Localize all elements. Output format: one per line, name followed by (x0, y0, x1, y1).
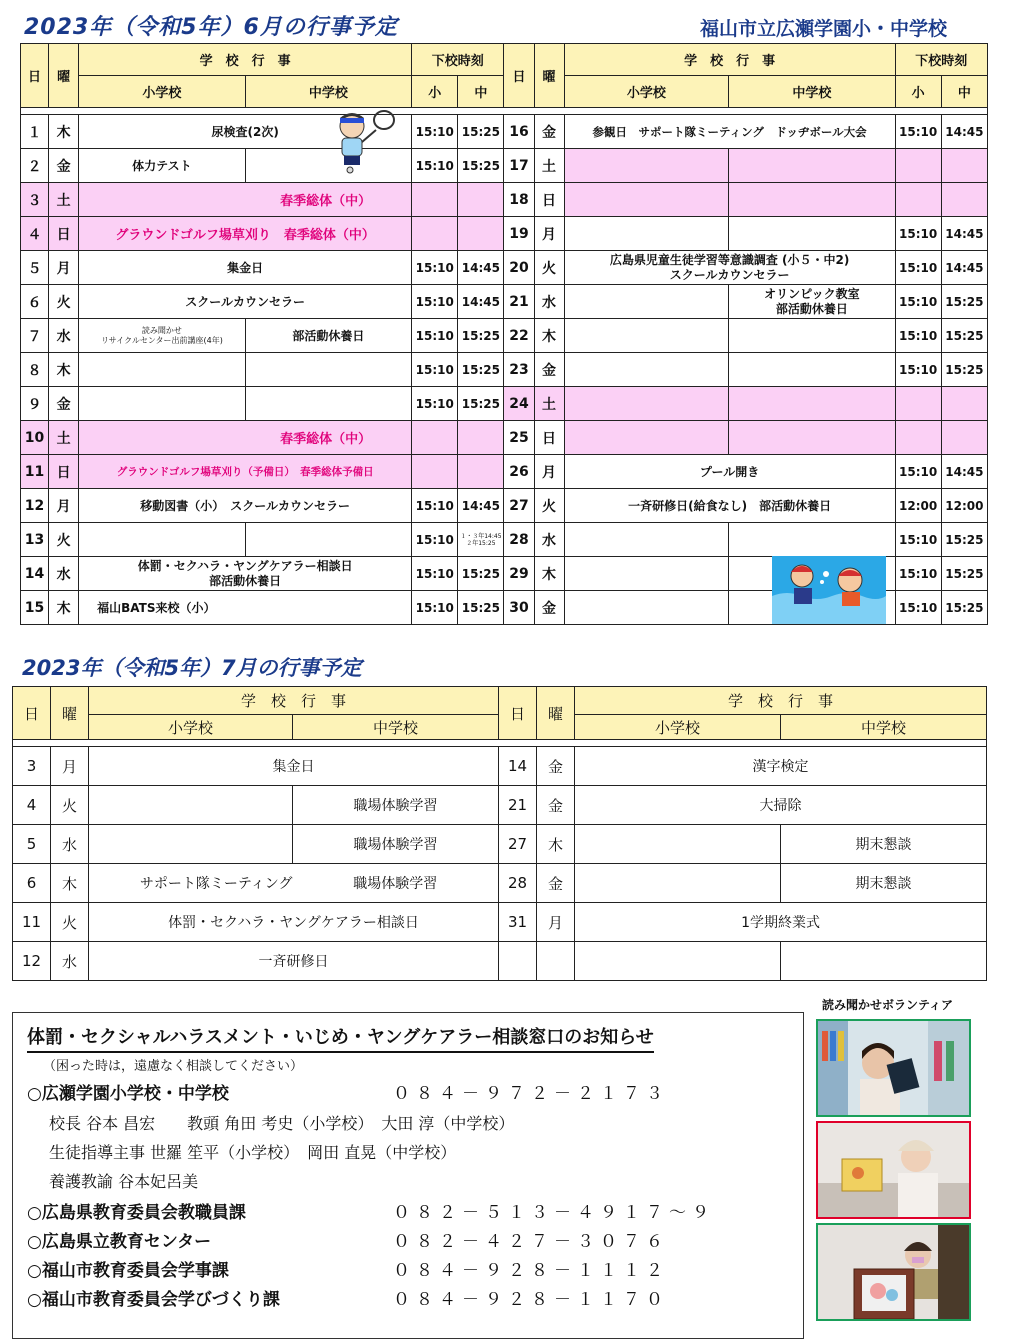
time-sho: 15:10 (412, 387, 458, 421)
time-sho (412, 217, 458, 251)
time-sho: 15:10 (412, 591, 458, 625)
time-sho: 12:00 (895, 489, 941, 523)
weekday-cell: 水 (49, 319, 79, 353)
header-day: 日 (13, 687, 51, 740)
time-chu (941, 387, 987, 421)
weekday-cell: 木 (49, 115, 79, 149)
time-chu (941, 421, 987, 455)
weekday-cell: 水 (534, 285, 564, 319)
event-line: 読み聞かせ (141, 325, 182, 335)
table-row (21, 115, 988, 149)
event-cell-junior-high: 部活動休養日 (245, 319, 412, 353)
event-cell-junior-high (729, 285, 896, 319)
event-cell: 1学期終業式 (575, 903, 987, 942)
photo-reading-book (818, 1021, 969, 1115)
event-cell-junior-high (729, 149, 896, 183)
day-cell: 25 (504, 421, 534, 455)
header-junior-high: 中学校 (781, 715, 987, 740)
time-sho (895, 421, 941, 455)
weekday-cell: 木 (51, 864, 89, 903)
photo-showing-picture-book (818, 1123, 969, 1217)
weekday-cell: 金 (537, 786, 575, 825)
weekday-cell: 木 (537, 825, 575, 864)
header-chu: 中 (941, 76, 987, 108)
day-cell: 6 (13, 864, 51, 903)
weekday-cell: 金 (537, 747, 575, 786)
event-cell (79, 557, 412, 591)
day-cell: ９ (21, 387, 49, 421)
weekday-cell: 火 (534, 251, 564, 285)
time-sho: 15:10 (895, 319, 941, 353)
day-cell: 26 (504, 455, 534, 489)
weekday-cell: 水 (51, 942, 89, 981)
event-cell-elementary (564, 285, 728, 319)
event-cell: グラウンドゴルフ場草刈り 春季総体（中） (79, 217, 412, 251)
table-row (21, 387, 988, 421)
header-events: 学 校 行 事 (79, 44, 412, 76)
header-weekday: 曜 (49, 44, 79, 108)
day-cell: 18 (504, 183, 534, 217)
event-cell-junior-high (729, 387, 896, 421)
event-cell-elementary (564, 523, 728, 557)
header-weekday: 曜 (51, 687, 89, 740)
swimming-illustration (772, 556, 886, 624)
table-row (21, 319, 988, 353)
volunteer-label: 読み聞かせボランティア (822, 998, 954, 1012)
time-chu (458, 183, 504, 217)
event-cell-junior-high: 職場体験学習 (293, 786, 499, 825)
day-cell: 20 (504, 251, 534, 285)
day-cell: ８ (21, 353, 49, 387)
contact-fukuyama-gakuji: ○福山市教育委員会学事課 (27, 1261, 229, 1281)
table-row (21, 455, 988, 489)
event-cell-elementary (564, 421, 728, 455)
table-row (21, 285, 988, 319)
header-junior-high: 中学校 (293, 715, 499, 740)
time-line: ２年15:25 (466, 539, 496, 547)
time-line: １・３年14:45 (460, 532, 502, 540)
event-cell: 一斉研修日 (89, 942, 499, 981)
time-sho: 15:10 (895, 251, 941, 285)
time-chu: 15:25 (458, 591, 504, 625)
weekday-cell: 土 (534, 387, 564, 421)
weekday-cell: 金 (534, 591, 564, 625)
table-row (13, 747, 987, 786)
day-cell: １ (21, 115, 49, 149)
time-chu: 14:45 (941, 455, 987, 489)
contact-hiroshima-edu-center: ○広島県立教育センター (27, 1232, 212, 1252)
event-cell-elementary (575, 864, 781, 903)
time-chu: 15:25 (941, 557, 987, 591)
weekday-cell: 木 (49, 591, 79, 625)
volunteer-photo-3 (816, 1223, 971, 1321)
event-cell-elementary (575, 942, 781, 981)
day-cell: 21 (499, 786, 537, 825)
weekday-cell: 月 (537, 903, 575, 942)
day-cell: ３ (21, 183, 49, 217)
time-sho: 15:10 (412, 251, 458, 285)
day-cell: ７ (21, 319, 49, 353)
header-elementary: 小学校 (575, 715, 781, 740)
weekday-cell: 水 (49, 557, 79, 591)
event-cell-junior-high (781, 942, 987, 981)
day-cell: 27 (504, 489, 534, 523)
weekday-cell: 日 (49, 455, 79, 489)
day-cell: 29 (504, 557, 534, 591)
time-sho (895, 149, 941, 183)
day-cell (499, 942, 537, 981)
june-schedule-table (20, 43, 988, 625)
day-cell: 28 (499, 864, 537, 903)
time-chu (458, 421, 504, 455)
event-cell: プール開き (564, 455, 895, 489)
weekday-cell: 金 (534, 115, 564, 149)
contact-hiroshima-pref-personnel: ○広島県教育委員会教職員課 (27, 1203, 246, 1223)
time-sho: 15:10 (412, 557, 458, 591)
day-cell: 21 (504, 285, 534, 319)
event-line: 部活動休養日 (209, 573, 282, 588)
day-cell: 30 (504, 591, 534, 625)
event-cell: 福山BATS来校（小） (79, 591, 412, 625)
header-elementary: 小学校 (89, 715, 293, 740)
weekday-cell: 月 (51, 747, 89, 786)
time-sho: 15:10 (412, 319, 458, 353)
consultation-title: 体罰・セクシャルハラスメント・いじめ・ヤングケアラー相談窓口のお知らせ (27, 1023, 654, 1053)
day-cell: 28 (504, 523, 534, 557)
day-cell: 22 (504, 319, 534, 353)
header-events: 学 校 行 事 (564, 44, 895, 76)
header-elementary: 小学校 (564, 76, 728, 108)
header-junior-high: 中学校 (729, 76, 896, 108)
day-cell: 23 (504, 353, 534, 387)
day-cell: 14 (21, 557, 49, 591)
event-cell-elementary (89, 825, 293, 864)
event-cell-elementary (564, 149, 728, 183)
staff-line-1: 校長 谷本 昌宏 教頭 角田 考史（小学校） 大田 淳（中学校） (49, 1114, 515, 1133)
time-sho: 15:10 (412, 523, 458, 557)
header-junior-high: 中学校 (245, 76, 412, 108)
time-chu (458, 455, 504, 489)
table-row (21, 217, 988, 251)
june-title: 2023年（令和5年）6月の行事予定 (24, 15, 398, 40)
time-sho: 15:10 (412, 353, 458, 387)
time-chu (458, 217, 504, 251)
event-cell: 一斉研修日(給食なし) 部活動休養日 (564, 489, 895, 523)
time-sho: 15:10 (895, 353, 941, 387)
staff-line-3: 養護教諭 谷本妃呂美 (49, 1172, 199, 1191)
weekday-cell: 月 (49, 251, 79, 285)
event-cell-elementary (575, 825, 781, 864)
table-row (13, 903, 987, 942)
weekday-cell: 火 (49, 285, 79, 319)
header-chu: 中 (458, 76, 504, 108)
weekday-cell: 土 (49, 183, 79, 217)
event-cell-elementary (564, 183, 728, 217)
table-row (21, 523, 988, 557)
event-cell-elementary (79, 387, 246, 421)
event-cell-elementary (564, 353, 728, 387)
header-day: 日 (504, 44, 534, 108)
event-line: 広島県児童生徒学習等意識調査 (小５・中2) (609, 252, 850, 267)
event-line: オリンピック教室 (764, 286, 860, 301)
contact-fukuyama-manabi: ○福山市教育委員会学びづくり課 (27, 1290, 280, 1310)
time-sho (895, 387, 941, 421)
event-cell-junior-high (729, 523, 896, 557)
header-events: 学 校 行 事 (575, 687, 987, 715)
event-cell-elementary (564, 217, 728, 251)
event-line: 部活動休養日 (775, 301, 848, 316)
time-sho (412, 421, 458, 455)
header-weekday: 曜 (534, 44, 564, 108)
time-chu: 12:00 (941, 489, 987, 523)
weekday-cell: 日 (534, 421, 564, 455)
table-row (13, 786, 987, 825)
event-cell-junior-high (729, 353, 896, 387)
contact-tel: ０８２－５１３－４９１７～９ (393, 1203, 715, 1223)
weekday-cell: 火 (51, 903, 89, 942)
event-cell-junior-high (245, 523, 412, 557)
time-sho (895, 183, 941, 217)
event-cell: 集金日 (89, 747, 499, 786)
contact-tel: ０８４－９２８－１１１２ (393, 1261, 669, 1281)
time-sho: 15:10 (412, 285, 458, 319)
day-cell: ５ (21, 251, 49, 285)
event-cell: 春季総体（中） (79, 421, 412, 455)
weekday-cell: 月 (49, 489, 79, 523)
time-sho: 15:10 (895, 523, 941, 557)
time-chu (941, 183, 987, 217)
day-cell: 10 (21, 421, 49, 455)
event-cell-junior-high (245, 353, 412, 387)
time-chu: 15:25 (941, 523, 987, 557)
event-cell: 尿検査(2次) (79, 115, 412, 149)
header-sho: 小 (895, 76, 941, 108)
weekday-cell: 日 (49, 217, 79, 251)
weekday-cell: 月 (534, 217, 564, 251)
time-sho: 15:10 (895, 115, 941, 149)
time-sho (412, 183, 458, 217)
weekday-cell: 金 (49, 387, 79, 421)
weekday-cell: 金 (537, 864, 575, 903)
time-chu: 14:45 (941, 115, 987, 149)
time-sho: 15:10 (895, 217, 941, 251)
time-chu: 15:25 (458, 353, 504, 387)
event-cell-elementary (564, 591, 728, 625)
weekday-cell: 火 (534, 489, 564, 523)
weekday-cell: 土 (49, 421, 79, 455)
time-sho: 15:10 (895, 455, 941, 489)
day-cell: 24 (504, 387, 534, 421)
tennis-player-illustration (330, 108, 400, 180)
volunteer-photo-1 (816, 1019, 971, 1117)
time-chu: 15:25 (458, 387, 504, 421)
day-cell: 27 (499, 825, 537, 864)
event-line: スクールカウンセラー (669, 267, 790, 282)
event-cell-junior-high: 職場体験学習 (293, 864, 499, 903)
day-cell: 16 (504, 115, 534, 149)
table-row (21, 489, 988, 523)
event-cell: 体罰・セクハラ・ヤングケアラー相談日 (89, 903, 499, 942)
weekday-cell: 土 (534, 149, 564, 183)
time-chu: 15:25 (458, 319, 504, 353)
event-cell-junior-high (729, 319, 896, 353)
contact-tel: ０８４－９２８－１１７０ (393, 1290, 669, 1310)
time-sho: 15:10 (412, 115, 458, 149)
time-chu: 15:25 (941, 285, 987, 319)
event-cell-elementary: 体力テスト (79, 149, 246, 183)
time-chu: 15:25 (941, 319, 987, 353)
event-cell-junior-high (729, 421, 896, 455)
july-title: 2023年（令和5年）7月の行事予定 (22, 656, 362, 680)
event-cell-junior-high (729, 183, 896, 217)
header-day: 日 (499, 687, 537, 740)
school-name: 福山市立広瀬学園小・中学校 (700, 18, 948, 40)
photo-kamishibai (818, 1225, 969, 1319)
day-cell: 19 (504, 217, 534, 251)
volunteer-photo-2 (816, 1121, 971, 1219)
time-sho: 15:10 (412, 149, 458, 183)
event-cell-elementary (79, 319, 246, 353)
day-cell: 14 (499, 747, 537, 786)
header-weekday: 曜 (537, 687, 575, 740)
day-cell: 31 (499, 903, 537, 942)
weekday-cell: 金 (49, 149, 79, 183)
day-cell: 12 (21, 489, 49, 523)
day-cell: 12 (13, 942, 51, 981)
table-row (21, 183, 988, 217)
weekday-cell (537, 942, 575, 981)
event-cell-elementary (564, 319, 728, 353)
contact-tel: ０８２－４２７－３０７６ (393, 1232, 669, 1252)
day-cell: 13 (21, 523, 49, 557)
contact-school: ○広瀬学園小学校・中学校 (27, 1084, 229, 1104)
consultation-box (12, 1012, 804, 1339)
event-cell-elementary (79, 523, 246, 557)
time-chu: 14:45 (458, 489, 504, 523)
event-cell-elementary (564, 557, 728, 591)
july-header-row-1 (13, 687, 987, 715)
header-dismissal: 下校時刻 (412, 44, 504, 76)
event-cell-elementary (89, 786, 293, 825)
july-schedule-table (12, 686, 987, 981)
table-row (13, 825, 987, 864)
day-cell: ４ (21, 217, 49, 251)
consultation-note: （困った時は，遠慮なく相談してください） (43, 1059, 304, 1074)
day-cell: ２ (21, 149, 49, 183)
event-cell: 大掃除 (575, 786, 987, 825)
time-chu (458, 523, 504, 557)
weekday-cell: 月 (534, 455, 564, 489)
event-cell-junior-high (729, 217, 896, 251)
weekday-cell: 木 (534, 557, 564, 591)
event-line: 体罰・セクハラ・ヤングケアラー相談日 (137, 558, 353, 573)
time-sho: 15:10 (895, 557, 941, 591)
header-day: 日 (21, 44, 49, 108)
event-cell-elementary (79, 353, 246, 387)
time-chu: 14:45 (458, 285, 504, 319)
day-cell: ６ (21, 285, 49, 319)
weekday-cell: 火 (49, 523, 79, 557)
time-chu: 14:45 (941, 217, 987, 251)
weekday-cell: 木 (534, 319, 564, 353)
day-cell: 17 (504, 149, 534, 183)
weekday-cell: 水 (51, 825, 89, 864)
time-sho: 15:10 (412, 489, 458, 523)
table-row (21, 421, 988, 455)
table-row (13, 942, 987, 981)
day-cell: 4 (13, 786, 51, 825)
event-line: リサイクルセンター出前講座(4年) (100, 335, 223, 345)
table-row (13, 864, 987, 903)
weekday-cell: 火 (51, 786, 89, 825)
event-cell-junior-high: 職場体験学習 (293, 825, 499, 864)
contact-school-tel: ０８４－９７２－２１７３ (393, 1084, 669, 1104)
day-cell: 11 (21, 455, 49, 489)
time-sho (412, 455, 458, 489)
event-cell-elementary: サポート隊ミーティング (89, 864, 293, 903)
time-chu: 15:25 (458, 149, 504, 183)
event-cell: 移動図書（小） スクールカウンセラー (79, 489, 412, 523)
event-cell: 漢字検定 (575, 747, 987, 786)
table-row (21, 149, 988, 183)
time-chu: 14:45 (941, 251, 987, 285)
table-row (21, 353, 988, 387)
weekday-cell: 金 (534, 353, 564, 387)
day-cell: 11 (13, 903, 51, 942)
time-chu: 15:25 (941, 353, 987, 387)
event-cell-junior-high (245, 387, 412, 421)
event-cell-elementary (564, 387, 728, 421)
event-cell-junior-high: 期末懇談 (781, 825, 987, 864)
time-sho: 15:10 (895, 285, 941, 319)
event-cell: スクールカウンセラー (79, 285, 412, 319)
event-cell (564, 251, 895, 285)
june-header-row-1 (21, 44, 988, 76)
day-cell: 15 (21, 591, 49, 625)
staff-line-2: 生徒指導主事 世羅 笙平（小学校） 岡田 直晃（中学校） (49, 1143, 457, 1162)
day-cell: 3 (13, 747, 51, 786)
day-cell: 5 (13, 825, 51, 864)
header-dismissal: 下校時刻 (895, 44, 987, 76)
header-sho: 小 (412, 76, 458, 108)
time-chu: 15:25 (458, 115, 504, 149)
header-elementary: 小学校 (79, 76, 246, 108)
event-cell: 春季総体（中） (79, 183, 412, 217)
event-cell: 集金日 (79, 251, 412, 285)
event-cell: グラウンドゴルフ場草刈り（予備日） 春季総体予備日 (79, 455, 412, 489)
time-chu: 15:25 (458, 557, 504, 591)
time-chu (941, 149, 987, 183)
table-row (21, 251, 988, 285)
time-chu: 15:25 (941, 591, 987, 625)
time-sho: 15:10 (895, 591, 941, 625)
weekday-cell: 木 (49, 353, 79, 387)
event-cell: 参観日 サポート隊ミーティング ドッヂボール大会 (564, 115, 895, 149)
time-chu: 14:45 (458, 251, 504, 285)
event-cell-junior-high: 期末懇談 (781, 864, 987, 903)
header-events: 学 校 行 事 (89, 687, 499, 715)
weekday-cell: 日 (534, 183, 564, 217)
weekday-cell: 水 (534, 523, 564, 557)
